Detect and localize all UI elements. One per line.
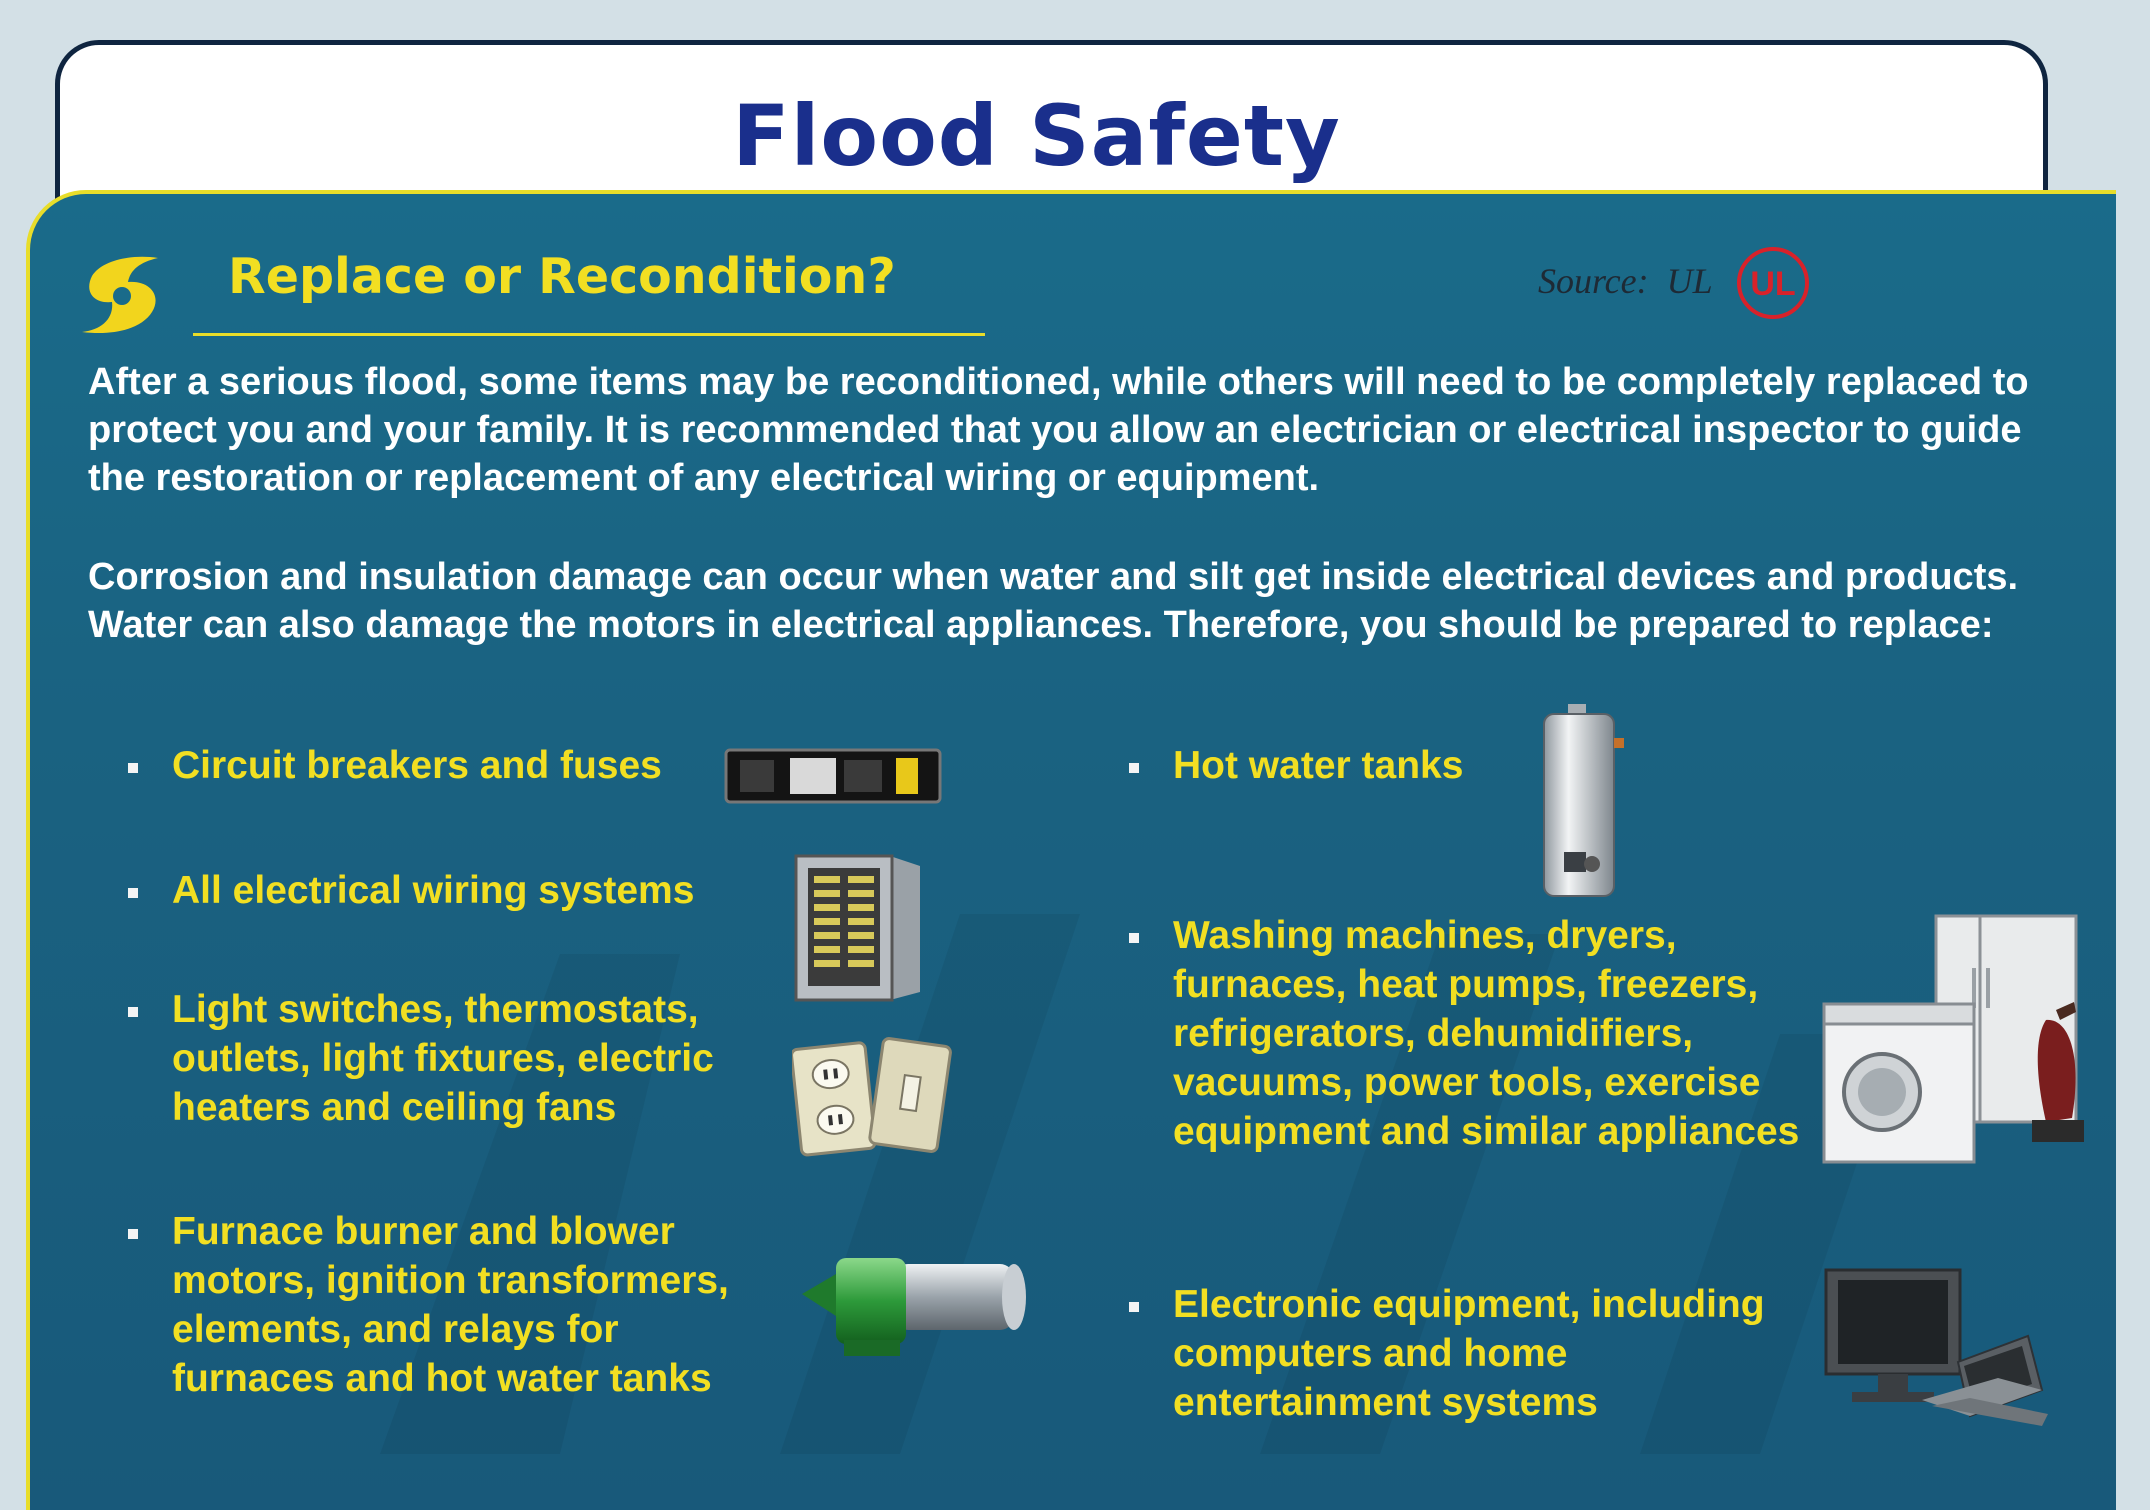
electrical-panel-icon: [794, 852, 924, 1002]
list-item-furnace-motors: Furnace burner and blower motors, ignition transformers, elements, and relays for furnaces and hot water tanks: [172, 1210, 729, 1400]
bullet: [1129, 1302, 1139, 1312]
list-item-appliances: Washing machines, dryers, furnaces, heat pumps, freezers, refrigerators, dehumidifiers, vacuums, power tools, exercise equipment and similar appliances: [1173, 914, 1800, 1153]
bullet: [1129, 933, 1139, 943]
circuit-breaker-icon: [724, 748, 942, 804]
bullet: [128, 1007, 138, 1017]
source-name: UL: [1666, 261, 1713, 301]
computer-icon: [1822, 1266, 2048, 1430]
section-heading: Replace or Recondition?: [228, 248, 896, 305]
bullet: [1129, 763, 1139, 773]
motor-icon: [794, 1244, 1030, 1368]
list-item-wiring-systems: All electrical wiring systems: [172, 869, 695, 912]
appliances-icon: [1820, 908, 2090, 1178]
list-item-switches-outlets: Light switches, thermostats, outlets, light fixtures, electric heaters and ceiling fans: [172, 988, 714, 1129]
bullet: [128, 1229, 138, 1239]
intro-paragraph-2: Corrosion and insulation damage can occur when water and silt get inside electrical devices and products. Water can also damage the motors in electrical appliances. Therefore, you should be prepared to replace:: [88, 556, 2019, 646]
intro-paragraph-1: After a serious flood, some items may be reconditioned, while others will need to be completely replaced to protect you and your family. It is recommended that you allow an electrician or electrical inspector to guide the restoration or replacement of any electrical wiring or equipment.: [88, 361, 2029, 499]
water-heater-icon: [1536, 702, 1630, 902]
heading-underline: [193, 333, 985, 336]
list-item-electronics: Electronic equipment, including computers and home entertainment systems: [1173, 1283, 1765, 1424]
ul-logo-icon: [1735, 245, 1811, 321]
outlet-switch-plate-icon: [792, 1036, 952, 1158]
bullet: [128, 888, 138, 898]
list-item-hot-water-tanks: Hot water tanks: [1173, 744, 1464, 787]
list-item-circuit-breakers: Circuit breakers and fuses: [172, 744, 662, 787]
bullet: [128, 763, 138, 773]
source-credit: [1538, 260, 1713, 302]
ul-logo-text: UL: [1750, 265, 1796, 303]
hurricane-icon: [72, 252, 168, 338]
page-title: Flood Safety: [732, 87, 1341, 185]
source-label: Source:: [1538, 261, 1649, 301]
